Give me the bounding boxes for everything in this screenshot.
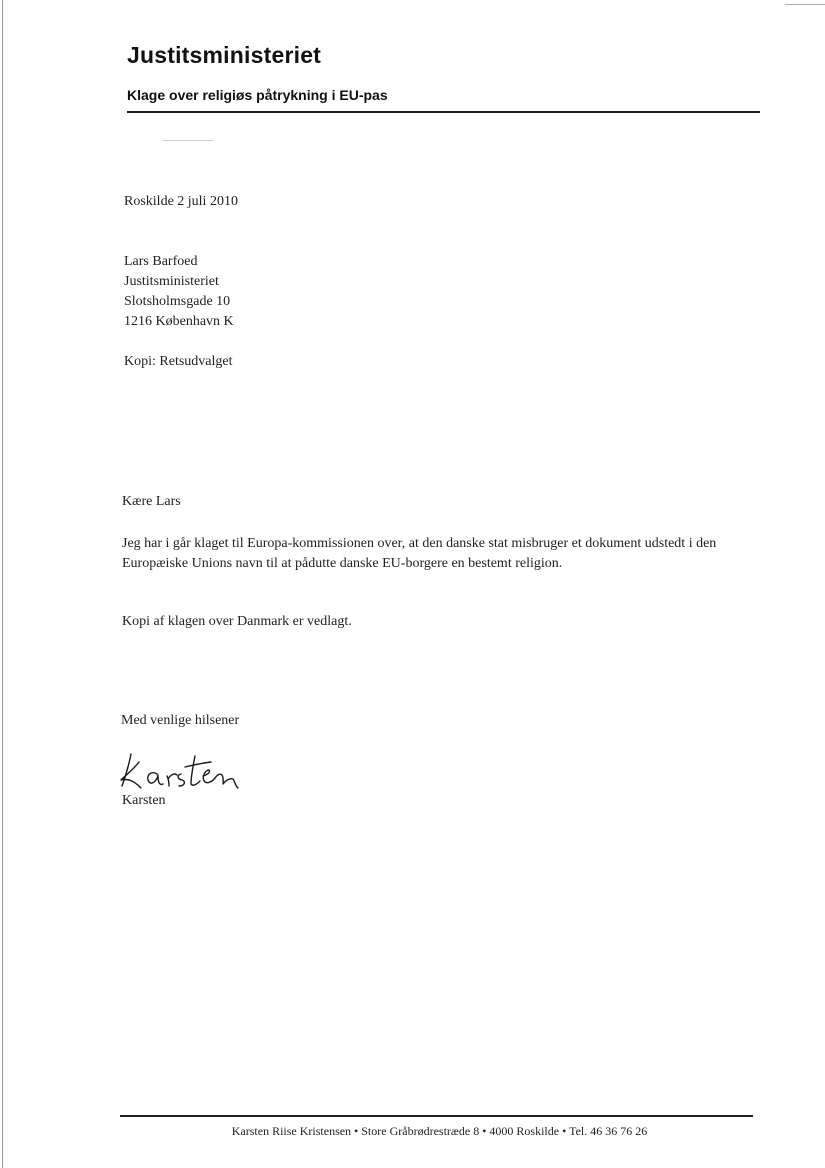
- recipient-organization: Justitsministeriet: [124, 274, 219, 289]
- body-paragraph-1: Jeg har i går klaget til Europa-kommissionen over, at den danske stat misbruger et dokument udstedt i den Europæiske Unions navn til at pådutte danske EU-borgere en bestemt religion.: [122, 536, 717, 571]
- footer-contact: Karsten Riise Kristensen • Store Gråbrødrestræde 8 • 4000 Roskilde • Tel. 46 36 76 26: [231, 1124, 648, 1138]
- date-line: Roskilde 2 juli 2010: [124, 194, 238, 209]
- recipient-city: 1216 København K: [124, 314, 234, 329]
- closing-line: Med venlige hilsener: [121, 713, 240, 728]
- recipient-name: Lars Barfoed: [124, 254, 198, 269]
- scan-artifact-line: [162, 140, 214, 141]
- footer-rule: [120, 1115, 753, 1117]
- signer-name: Karsten: [122, 793, 166, 808]
- recipient-street: Slotsholmsgade 10: [124, 294, 231, 309]
- scan-edge-top: [785, 4, 825, 5]
- header-rule: [127, 111, 760, 113]
- handwritten-signature: [117, 748, 247, 794]
- letterhead-title: Justitsministeriet: [127, 42, 322, 68]
- salutation: Kære Lars: [122, 494, 181, 509]
- body-paragraph-2: Kopi af klagen over Danmark er vedlagt.: [122, 614, 352, 629]
- copy-line: Kopi: Retsudvalget: [124, 354, 233, 369]
- scan-edge-left: [2, 0, 3, 1168]
- letter-subject: Klage over religiøs påtrykning i EU-pas: [127, 87, 388, 103]
